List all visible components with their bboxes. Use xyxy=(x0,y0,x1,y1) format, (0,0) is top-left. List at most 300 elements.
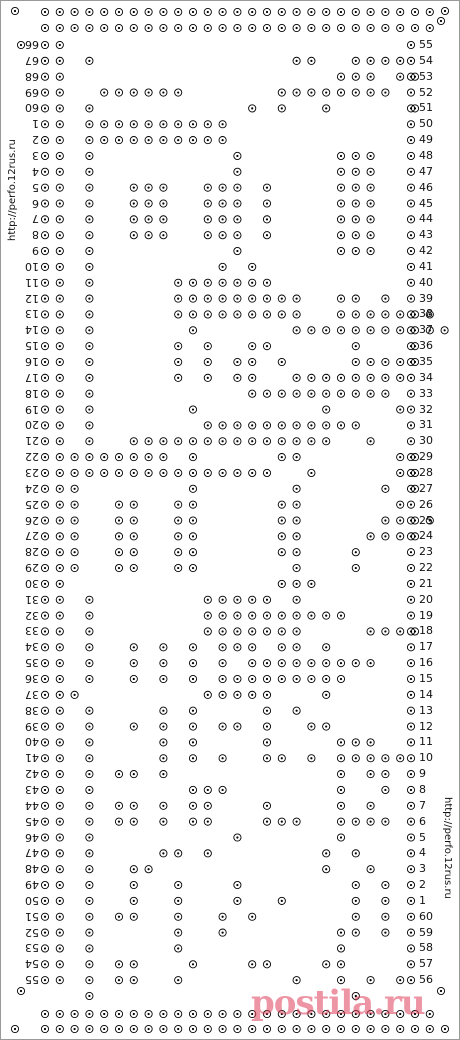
row-number: 40 xyxy=(25,735,39,749)
border-hole xyxy=(397,1025,404,1032)
stitch-hole xyxy=(293,533,300,540)
stitch-hole xyxy=(278,660,285,667)
stitch-hole xyxy=(115,771,122,778)
side-hole xyxy=(41,929,48,936)
stitch-hole xyxy=(130,137,137,144)
row-number: 7 xyxy=(32,212,39,226)
side-hole xyxy=(41,343,48,350)
side-hole xyxy=(56,295,63,302)
border-hole xyxy=(278,1025,285,1032)
stitch-hole xyxy=(86,469,93,476)
stitch-hole xyxy=(86,121,93,128)
stitch-hole xyxy=(86,977,93,984)
stitch-hole xyxy=(278,311,285,318)
row-number: 12 xyxy=(25,291,39,305)
border-hole xyxy=(130,1010,137,1017)
stitch-hole xyxy=(352,422,359,429)
side-hole xyxy=(41,517,48,524)
stitch-hole xyxy=(263,628,270,635)
stitch-hole xyxy=(204,802,211,809)
side-hole xyxy=(407,200,414,207)
stitch-hole xyxy=(278,454,285,461)
side-hole xyxy=(56,517,63,524)
stitch-hole xyxy=(86,945,93,952)
side-hole xyxy=(41,755,48,762)
row-number: 48 xyxy=(419,148,433,162)
border-hole xyxy=(115,24,122,31)
stitch-hole xyxy=(189,802,196,809)
stitch-hole xyxy=(323,850,330,857)
stitch-hole xyxy=(337,390,344,397)
stitch-hole xyxy=(249,438,256,445)
stitch-hole xyxy=(145,200,152,207)
stitch-hole xyxy=(175,279,182,286)
stitch-hole xyxy=(189,564,196,571)
row-number: 22 xyxy=(419,561,433,575)
stitch-hole xyxy=(175,897,182,904)
stitch-hole xyxy=(323,644,330,651)
stitch-hole xyxy=(278,580,285,587)
stitch-hole xyxy=(219,263,226,270)
stitch-hole xyxy=(352,73,359,80)
stitch-hole xyxy=(130,517,137,524)
stitch-hole xyxy=(234,469,241,476)
stitch-hole xyxy=(352,232,359,239)
stitch-hole xyxy=(382,390,389,397)
side-hole xyxy=(56,137,63,144)
stitch-hole xyxy=(219,691,226,698)
side-hole xyxy=(41,438,48,445)
side-hole xyxy=(407,612,414,619)
stitch-hole xyxy=(352,564,359,571)
stitch-hole xyxy=(160,755,167,762)
border-hole xyxy=(71,1025,78,1032)
stitch-hole xyxy=(175,469,182,476)
stitch-hole xyxy=(278,612,285,619)
stitch-hole xyxy=(249,961,256,968)
border-hole xyxy=(219,1025,226,1032)
stitch-hole xyxy=(278,422,285,429)
side-hole xyxy=(407,422,414,429)
side-hole xyxy=(56,945,63,952)
stitch-hole xyxy=(352,152,359,159)
stitch-hole xyxy=(204,438,211,445)
stitch-hole xyxy=(86,834,93,841)
stitch-hole xyxy=(382,89,389,96)
border-hole xyxy=(293,24,300,31)
stitch-hole xyxy=(382,533,389,540)
row-number: 12 xyxy=(419,719,433,733)
row-number: 16 xyxy=(419,656,433,670)
stitch-hole xyxy=(234,247,241,254)
side-hole xyxy=(41,374,48,381)
border-hole xyxy=(41,8,48,15)
side-hole xyxy=(41,961,48,968)
stitch-hole xyxy=(189,707,196,714)
stitch-hole xyxy=(323,422,330,429)
stitch-hole xyxy=(219,929,226,936)
stitch-hole xyxy=(219,311,226,318)
stitch-hole xyxy=(130,913,137,920)
side-hole xyxy=(407,580,414,587)
stitch-hole xyxy=(293,660,300,667)
row-number: 46 xyxy=(419,180,433,194)
stitch-hole xyxy=(115,818,122,825)
side-hole xyxy=(41,454,48,461)
stitch-hole xyxy=(308,374,315,381)
stitch-hole xyxy=(234,596,241,603)
side-hole xyxy=(41,977,48,984)
row-number: 2 xyxy=(419,878,426,892)
stitch-hole xyxy=(278,533,285,540)
side-hole xyxy=(407,961,414,968)
stitch-hole xyxy=(234,232,241,239)
stitch-hole xyxy=(397,374,404,381)
row-number: 37 xyxy=(419,323,433,337)
side-hole xyxy=(56,374,63,381)
stitch-hole xyxy=(234,438,241,445)
stitch-hole xyxy=(278,517,285,524)
side-hole xyxy=(56,612,63,619)
stitch-hole xyxy=(219,232,226,239)
side-hole xyxy=(41,564,48,571)
stitch-hole xyxy=(160,184,167,191)
row-number: 14 xyxy=(419,687,433,701)
side-hole xyxy=(56,168,63,175)
border-hole xyxy=(426,8,433,15)
stitch-hole xyxy=(249,628,256,635)
row-number: 34 xyxy=(419,370,433,384)
border-hole xyxy=(352,8,359,15)
stitch-hole xyxy=(175,881,182,888)
stitch-hole xyxy=(189,517,196,524)
border-hole xyxy=(234,24,241,31)
side-hole xyxy=(407,660,414,667)
stitch-hole xyxy=(293,628,300,635)
stitch-hole xyxy=(204,184,211,191)
row-number: 36 xyxy=(419,339,433,353)
stitch-hole xyxy=(263,707,270,714)
stitch-hole xyxy=(367,739,374,746)
stitch-hole xyxy=(219,469,226,476)
border-hole xyxy=(41,1025,48,1032)
row-number: 31 xyxy=(419,418,433,432)
row-number: 25 xyxy=(25,497,39,511)
side-hole xyxy=(41,675,48,682)
stitch-hole xyxy=(263,755,270,762)
stitch-hole xyxy=(219,200,226,207)
stitch-hole xyxy=(367,73,374,80)
side-hole xyxy=(41,89,48,96)
row-number: 42 xyxy=(419,244,433,258)
stitch-hole xyxy=(86,675,93,682)
side-hole xyxy=(41,469,48,476)
border-hole xyxy=(337,1025,344,1032)
stitch-hole xyxy=(293,390,300,397)
border-hole xyxy=(352,1025,359,1032)
border-hole xyxy=(101,1010,108,1017)
stitch-hole xyxy=(130,881,137,888)
stitch-hole xyxy=(130,533,137,540)
row-number: 26 xyxy=(419,497,433,511)
border-hole xyxy=(426,1025,433,1032)
stitch-hole xyxy=(234,374,241,381)
side-hole xyxy=(41,707,48,714)
stitch-hole xyxy=(145,438,152,445)
stitch-hole xyxy=(278,390,285,397)
stitch-hole xyxy=(293,549,300,556)
side-hole xyxy=(56,358,63,365)
stitch-hole xyxy=(263,343,270,350)
border-hole xyxy=(219,1010,226,1017)
stitch-hole xyxy=(352,881,359,888)
stitch-hole xyxy=(367,660,374,667)
stitch-hole xyxy=(86,374,93,381)
row-number: 17 xyxy=(25,370,39,384)
border-hole xyxy=(175,1010,182,1017)
stitch-hole xyxy=(263,311,270,318)
stitch-hole xyxy=(308,57,315,64)
stitch-hole xyxy=(130,771,137,778)
side-hole xyxy=(407,232,414,239)
stitch-hole xyxy=(219,121,226,128)
side-hole xyxy=(41,137,48,144)
side-hole xyxy=(407,137,414,144)
side-hole xyxy=(56,327,63,334)
stitch-hole xyxy=(263,469,270,476)
stitch-hole xyxy=(219,755,226,762)
stitch-hole xyxy=(263,675,270,682)
border-hole xyxy=(160,8,167,15)
side-hole xyxy=(41,580,48,587)
stitch-hole xyxy=(367,57,374,64)
row-number: 49 xyxy=(419,133,433,147)
side-hole xyxy=(56,152,63,159)
side-hole xyxy=(56,786,63,793)
side-hole xyxy=(56,485,63,492)
stitch-hole xyxy=(352,57,359,64)
row-number: 7 xyxy=(419,798,426,812)
stitch-hole xyxy=(86,311,93,318)
stitch-hole xyxy=(204,374,211,381)
side-hole xyxy=(407,564,414,571)
row-number: 1 xyxy=(32,117,39,131)
corner-mark xyxy=(437,987,444,994)
stitch-hole xyxy=(234,311,241,318)
stitch-hole xyxy=(337,818,344,825)
side-hole xyxy=(56,73,63,80)
side-hole xyxy=(41,802,48,809)
side-hole xyxy=(407,263,414,270)
stitch-hole xyxy=(86,105,93,112)
side-hole xyxy=(41,644,48,651)
row-number: 8 xyxy=(32,228,39,242)
stitch-hole xyxy=(263,802,270,809)
stitch-hole xyxy=(86,358,93,365)
stitch-hole xyxy=(71,469,78,476)
stitch-hole xyxy=(86,644,93,651)
stitch-hole xyxy=(352,549,359,556)
stitch-hole xyxy=(219,184,226,191)
stitch-hole xyxy=(278,675,285,682)
stitch-hole xyxy=(352,89,359,96)
side-hole xyxy=(407,707,414,714)
stitch-hole xyxy=(160,660,167,667)
row-number: 13 xyxy=(25,307,39,321)
stitch-hole xyxy=(263,818,270,825)
stitch-hole xyxy=(411,311,418,318)
stitch-hole xyxy=(189,469,196,476)
border-hole xyxy=(145,1010,152,1017)
stitch-hole xyxy=(175,977,182,984)
stitch-hole xyxy=(263,723,270,730)
row-number: 35 xyxy=(25,656,39,670)
stitch-hole xyxy=(382,755,389,762)
stitch-hole xyxy=(263,596,270,603)
stitch-hole xyxy=(189,549,196,556)
stitch-hole xyxy=(308,390,315,397)
side-hole xyxy=(56,41,63,48)
stitch-hole xyxy=(411,485,418,492)
row-number: 13 xyxy=(419,703,433,717)
stitch-hole xyxy=(160,644,167,651)
side-hole xyxy=(407,945,414,952)
row-number: 48 xyxy=(25,862,39,876)
side-hole xyxy=(407,89,414,96)
stitch-hole xyxy=(86,343,93,350)
side-hole xyxy=(56,644,63,651)
row-number: 4 xyxy=(419,846,426,860)
stitch-hole xyxy=(397,755,404,762)
stitch-hole xyxy=(101,89,108,96)
stitch-hole xyxy=(86,200,93,207)
border-hole xyxy=(352,24,359,31)
stitch-hole xyxy=(175,311,182,318)
side-hole xyxy=(41,818,48,825)
border-hole xyxy=(189,1010,196,1017)
side-hole xyxy=(41,184,48,191)
stitch-hole xyxy=(101,454,108,461)
stitch-hole xyxy=(323,374,330,381)
row-number: 68 xyxy=(25,69,39,83)
row-number: 51 xyxy=(25,909,39,923)
row-number: 23 xyxy=(25,465,39,479)
stitch-hole xyxy=(219,723,226,730)
stitch-hole xyxy=(278,755,285,762)
border-hole xyxy=(367,1025,374,1032)
border-hole xyxy=(160,1010,167,1017)
stitch-hole xyxy=(175,549,182,556)
stitch-hole xyxy=(71,454,78,461)
side-hole xyxy=(407,723,414,730)
stitch-hole xyxy=(86,866,93,873)
side-hole xyxy=(56,707,63,714)
row-number: 10 xyxy=(419,751,433,765)
side-hole xyxy=(407,152,414,159)
side-hole xyxy=(407,438,414,445)
row-number: 44 xyxy=(419,212,433,226)
stitch-hole xyxy=(382,929,389,936)
stitch-hole xyxy=(160,850,167,857)
stitch-hole xyxy=(130,897,137,904)
stitch-hole xyxy=(278,644,285,651)
stitch-hole xyxy=(337,739,344,746)
stitch-hole xyxy=(86,57,93,64)
border-hole xyxy=(115,1010,122,1017)
stitch-hole xyxy=(293,374,300,381)
stitch-hole xyxy=(308,327,315,334)
row-number: 20 xyxy=(419,592,433,606)
stitch-hole xyxy=(367,390,374,397)
stitch-hole xyxy=(86,802,93,809)
side-hole xyxy=(56,897,63,904)
stitch-hole xyxy=(115,121,122,128)
border-hole xyxy=(293,8,300,15)
row-number: 69 xyxy=(25,85,39,99)
border-hole xyxy=(145,8,152,15)
side-hole xyxy=(56,184,63,191)
stitch-hole xyxy=(219,596,226,603)
stitch-hole xyxy=(145,469,152,476)
stitch-hole xyxy=(263,660,270,667)
stitch-hole xyxy=(337,247,344,254)
border-hole xyxy=(219,24,226,31)
stitch-hole xyxy=(411,327,418,334)
stitch-hole xyxy=(397,327,404,334)
stitch-hole xyxy=(249,105,256,112)
stitch-hole xyxy=(397,406,404,413)
stitch-hole xyxy=(293,644,300,651)
stitch-hole xyxy=(86,422,93,429)
stitch-hole xyxy=(130,802,137,809)
stitch-hole xyxy=(115,977,122,984)
side-hole xyxy=(56,691,63,698)
row-number: 53 xyxy=(25,941,39,955)
row-number: 41 xyxy=(25,751,39,765)
stitch-hole xyxy=(367,216,374,223)
stitch-hole xyxy=(86,755,93,762)
stitch-hole xyxy=(204,216,211,223)
stitch-hole xyxy=(337,374,344,381)
stitch-hole xyxy=(86,771,93,778)
side-hole xyxy=(56,279,63,286)
stitch-hole xyxy=(86,881,93,888)
stitch-hole xyxy=(441,327,448,334)
stitch-hole xyxy=(382,295,389,302)
border-hole xyxy=(234,8,241,15)
side-hole xyxy=(41,612,48,619)
row-number: 42 xyxy=(25,767,39,781)
side-hole xyxy=(407,881,414,888)
row-number: 27 xyxy=(25,529,39,543)
stitch-hole xyxy=(234,723,241,730)
stitch-hole xyxy=(189,818,196,825)
side-hole xyxy=(56,422,63,429)
stitch-hole xyxy=(130,200,137,207)
stitch-hole xyxy=(352,184,359,191)
stitch-hole xyxy=(249,660,256,667)
stitch-hole xyxy=(175,358,182,365)
side-hole xyxy=(407,216,414,223)
stitch-hole xyxy=(145,89,152,96)
side-hole xyxy=(41,200,48,207)
stitch-hole xyxy=(86,628,93,635)
side-hole xyxy=(407,866,414,873)
stitch-hole xyxy=(86,390,93,397)
stitch-hole xyxy=(367,755,374,762)
stitch-hole xyxy=(337,216,344,223)
row-number: 28 xyxy=(419,465,433,479)
